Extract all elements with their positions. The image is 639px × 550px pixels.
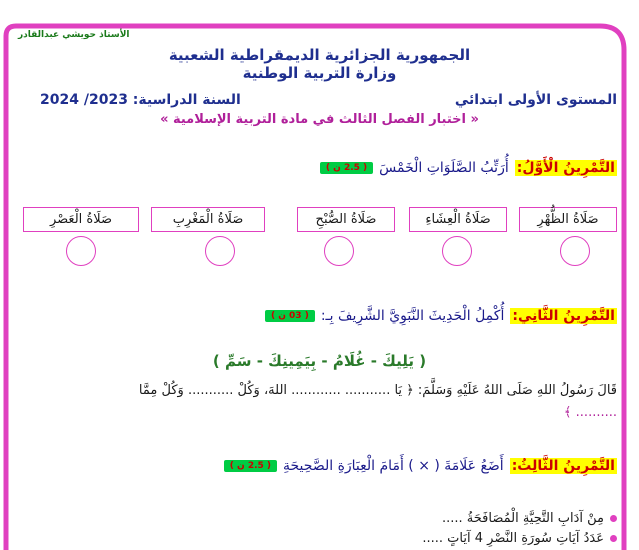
hadith-text <box>30 380 617 424</box>
prayer-box-4: صَلَاةُ الْمَغْرِبِ <box>151 207 265 232</box>
statement-item[interactable] <box>422 508 617 528</box>
statement-text: عَدَدُ آيَاتِ سُورَةِ النَّصْرِ 4 آيَاتٍ ..... <box>422 530 604 546</box>
exam-title: « اختبار الفصل الثالث في مادة التربية الإسلامية » <box>160 112 479 127</box>
republic-title: الجمهورية الجزائرية الديمقراطية الشعبية <box>168 46 471 64</box>
prayer-box-5: صَلَاةُ الْعَصْرِ <box>23 207 139 232</box>
exercise1-header <box>320 160 617 176</box>
order-circle-5[interactable] <box>66 236 96 266</box>
ministry-title: وزارة التربية الوطنية <box>242 64 397 82</box>
bullet-icon <box>610 535 617 542</box>
exercise2-label: التَّمْرِينُ الثَّانِي: <box>512 308 615 324</box>
exercise2-instruction: أُكْمِلُ الْحَدِيثَ النَّبَوِيَّ الشَّرِيفَ بِـ: <box>320 308 505 324</box>
exercise2-header <box>265 308 617 324</box>
statement-text: مِنْ آدَابِ التَّحِيَّةِ الْمُصَافَحَةُ ..... <box>442 510 604 526</box>
exercise1-instruction: أُرَتِّبُ الصَّلَوَاتِ الْخَمْسَ <box>379 160 509 176</box>
exercise3-header <box>224 458 617 474</box>
exercise1-points: ( 2.5 ن ) <box>320 162 373 174</box>
statement-item[interactable] <box>422 528 617 548</box>
order-circle-2[interactable] <box>442 236 472 266</box>
word-bank: ( يَلِيكَ - غُلَامُ - بِيَمِينِكَ - سَمِّ ) <box>212 352 427 370</box>
school-year: السنة الدراسية: 2023/ 2024 <box>40 92 241 108</box>
exercise3-points: ( 2.5 ن ) <box>224 460 277 472</box>
hadith-line-2: .......... ﴾ <box>563 405 617 420</box>
grade-level: المستوى الأولى ابتدائي <box>454 92 617 108</box>
exercise3-label: التَّمْرِينُ الثَّالِثُ: <box>511 458 615 474</box>
hadith-line-1: قَالَ رَسُولُ اللهِ صَلَى اللهُ عَلَيْهِ وَسَلَّمَ: ﴿ يَا ........... ............ اللهَ، وَكُلْ ........... وَكُلْ مِمَّا <box>138 383 617 398</box>
exercise2-points: ( 03 ن ) <box>265 310 315 322</box>
prayer-box-2: صَلَاةُ الْعِشَاءِ <box>409 207 507 232</box>
statement-list <box>422 508 617 548</box>
order-circle-1[interactable] <box>560 236 590 266</box>
prayer-box-1: صَلَاةُ الظُّهْرِ <box>519 207 617 232</box>
order-circle-4[interactable] <box>205 236 235 266</box>
teacher-name: الأستاذ حويشي عبدالقادر <box>18 30 130 40</box>
prayer-box-3: صَلَاةُ الصُّبْحِ <box>297 207 395 232</box>
bullet-icon <box>610 515 617 522</box>
exercise1-label: التَّمْرِينُ الْأَوَّلُ: <box>516 160 615 176</box>
order-circle-3[interactable] <box>324 236 354 266</box>
exercise3-instruction: أَضَعُ عَلَامَةَ ( × ) أَمَامَ الْعِبَارَةِ الصَّحِيحَةِ <box>283 458 504 474</box>
